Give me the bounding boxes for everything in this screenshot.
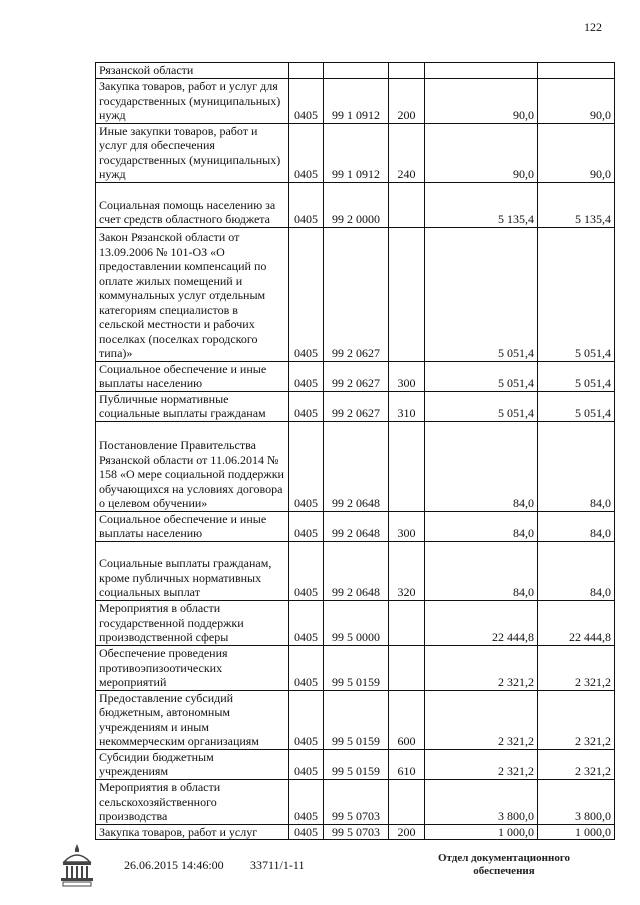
row-section: 0405 [289,511,324,541]
table-row [96,63,615,79]
row-target-article: 99 1 0912 [324,78,389,123]
row-sum-2016: 2 321,2 [425,749,538,779]
row-sum-2016: 2 321,2 [425,690,538,749]
row-sum-2016: 84,0 [425,511,538,541]
row-section: 0405 [289,541,324,600]
row-sum-2016: 5 051,4 [425,361,538,391]
row-name: Постановление Правительства Рязанской области от 11.06.2014 № 158 «О мере социальной поддержки обучающихся на условиях договора о целевом обучении» [96,421,289,511]
duma-emblem-icon [58,842,96,888]
row-section: 0405 [289,645,324,690]
row-sum-2017: 5 051,4 [538,227,615,361]
table-row [96,749,615,779]
row-name: Иные закупки товаров, работ и услуг для обеспечения государственных (муниципальных) нужд [96,123,289,182]
row-sum-2017: 90,0 [538,123,615,182]
row-expense-type [389,645,425,690]
row-name: Предоставление субсидий бюджетным, автономным учреждениям и иным некоммерческим организациям [96,690,289,749]
row-sum-2017: 84,0 [538,541,615,600]
row-section: 0405 [289,690,324,749]
row-sum-2016: 1 000,0 [425,824,538,840]
row-target-article: 99 2 0648 [324,511,389,541]
row-name: Мероприятия в области сельскохозяйственного производства [96,779,289,824]
row-expense-type [389,600,425,645]
row-section [289,63,324,79]
row-section: 0405 [289,421,324,511]
row-sum-2017: 84,0 [538,511,615,541]
row-sum-2017: 2 321,2 [538,690,615,749]
row-sum-2016: 90,0 [425,78,538,123]
row-section: 0405 [289,361,324,391]
row-expense-type: 200 [389,78,425,123]
table-row [96,391,615,421]
row-expense-type [389,63,425,79]
row-sum-2016: 5 051,4 [425,227,538,361]
row-section: 0405 [289,824,324,840]
row-expense-type [389,421,425,511]
row-section: 0405 [289,182,324,227]
row-name: Социальные выплаты гражданам, кроме публичных нормативных социальных выплат [96,541,289,600]
table-row [96,421,615,511]
row-section: 0405 [289,227,324,361]
row-sum-2017 [538,63,615,79]
row-target-article: 99 5 0159 [324,749,389,779]
row-sum-2016: 84,0 [425,541,538,600]
table-row [96,541,615,600]
row-target-article: 99 2 0000 [324,182,389,227]
table-row [96,645,615,690]
row-expense-type: 240 [389,123,425,182]
row-expense-type: 600 [389,690,425,749]
table-row [96,690,615,749]
row-name: Закупка товаров, работ и услуг [96,824,289,840]
row-name: Субсидии бюджетным учреждениям [96,749,289,779]
footer-datetime: 26.06.2015 14:46:00 [124,858,224,872]
row-target-article: 99 2 0627 [324,227,389,361]
row-section: 0405 [289,391,324,421]
row-target-article: 99 2 0648 [324,541,389,600]
table-row [96,123,615,182]
row-sum-2017: 5 051,4 [538,361,615,391]
page-footer [0,840,640,900]
row-sum-2016: 90,0 [425,123,538,182]
row-sum-2017: 90,0 [538,78,615,123]
row-expense-type: 320 [389,541,425,600]
row-sum-2016: 5 135,4 [425,182,538,227]
footer-doc-code: 33711/1-11 [250,858,305,872]
row-sum-2016 [425,63,538,79]
row-sum-2017: 5 135,4 [538,182,615,227]
table-row [96,227,615,361]
table-row [96,824,615,840]
table-row [96,182,615,227]
row-expense-type: 200 [389,824,425,840]
row-expense-type: 300 [389,511,425,541]
row-sum-2017: 1 000,0 [538,824,615,840]
row-target-article: 99 5 0159 [324,690,389,749]
row-target-article: 99 5 0703 [324,824,389,840]
table-row [96,361,615,391]
budget-table [95,62,615,840]
row-name: Социальное обеспечение и иные выплаты населению [96,361,289,391]
row-sum-2016: 5 051,4 [425,391,538,421]
row-name: Рязанской области [96,63,289,79]
row-name: Закон Рязанской области от 13.09.2006 № 101-ОЗ «О предоставлении компенсаций по оплате жилых помещений и коммунальных услуг отдельным категориям специалистов в сельской местности и рабочих поселках (поселках городского типа)» [96,227,289,361]
row-name: Социальное обеспечение и иные выплаты населению [96,511,289,541]
footer-department-stamp: Отдел документационного обеспечения [437,852,571,877]
row-sum-2016: 22 444,8 [425,600,538,645]
row-section: 0405 [289,123,324,182]
row-section: 0405 [289,779,324,824]
row-sum-2017: 84,0 [538,421,615,511]
row-target-article [324,63,389,79]
row-target-article: 99 2 0648 [324,421,389,511]
row-expense-type: 300 [389,361,425,391]
row-expense-type: 610 [389,749,425,779]
row-sum-2016: 3 800,0 [425,779,538,824]
row-name: Социальная помощь населению за счет средств областного бюджета [96,182,289,227]
row-expense-type [389,779,425,824]
page-number: 122 [584,20,602,34]
table-row [96,511,615,541]
row-target-article: 99 5 0159 [324,645,389,690]
row-target-article: 99 1 0912 [324,123,389,182]
row-sum-2017: 2 321,2 [538,645,615,690]
row-expense-type [389,182,425,227]
row-name: Закупка товаров, работ и услуг для государственных (муниципальных) нужд [96,78,289,123]
row-expense-type [389,227,425,361]
row-sum-2017: 3 800,0 [538,779,615,824]
row-sum-2016: 84,0 [425,421,538,511]
row-target-article: 99 2 0627 [324,361,389,391]
row-name: Мероприятия в области государственной поддержки производственной сферы [96,600,289,645]
row-sum-2017: 5 051,4 [538,391,615,421]
row-expense-type: 310 [389,391,425,421]
row-target-article: 99 5 0000 [324,600,389,645]
row-name: Публичные нормативные социальные выплаты гражданам [96,391,289,421]
row-section: 0405 [289,749,324,779]
row-sum-2017: 2 321,2 [538,749,615,779]
row-target-article: 99 2 0627 [324,391,389,421]
row-section: 0405 [289,78,324,123]
row-sum-2016: 2 321,2 [425,645,538,690]
table-row [96,600,615,645]
table-row [96,78,615,123]
row-target-article: 99 5 0703 [324,779,389,824]
row-sum-2017: 22 444,8 [538,600,615,645]
table-row [96,779,615,824]
row-section: 0405 [289,600,324,645]
row-name: Обеспечение проведения противоэпизоотических мероприятий [96,645,289,690]
